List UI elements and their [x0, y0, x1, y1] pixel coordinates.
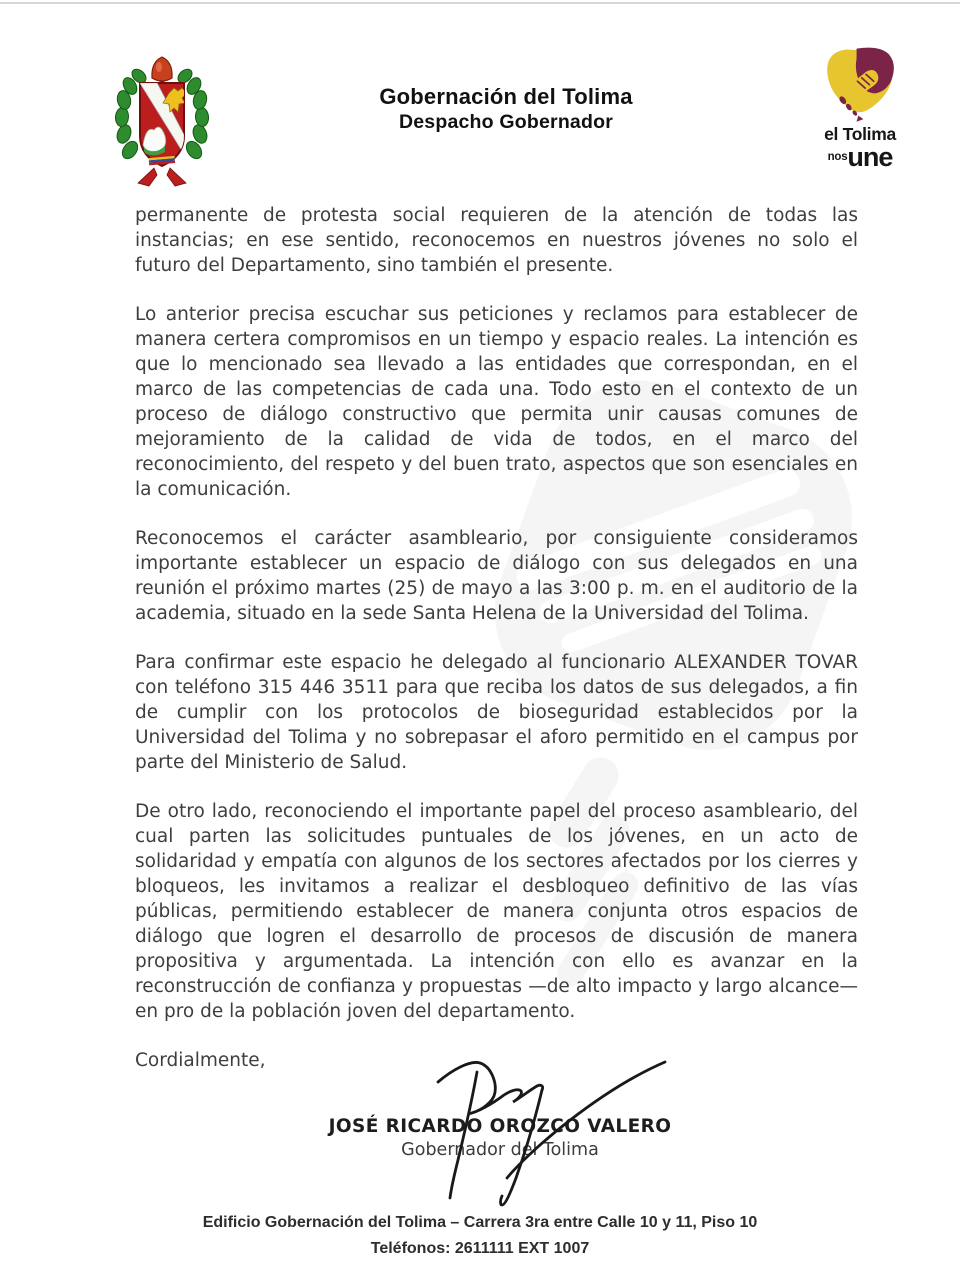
tolima-nos-une-logo: [793, 42, 927, 171]
body-paragraph: Lo anterior precisa escuchar sus peticiones y reclamos para establecer de manera certera compromisos en un tiempo y espacio reales. La intención es que lo mencionado sea llevado a las entidades que correspondan, en el marco de las competencias de cada una. Todo esto en el contexto de un proceso de diálogo constructivo que permita unir causas comunes de mejoramiento de la calidad de vida de todos, en el marco del reconocimiento, del respeto y del buen trato, aspectos que son esenciales en la comunicación.: [135, 304, 858, 500]
body-paragraph: permanente de protesta social requieren de la atención de todas las instancias; en ese sentido, reconocemos en nuestros jóvenes no solo el futuro del Departamento, sino también el presente.: [135, 205, 858, 276]
footer-phones: Teléfonos: 2611111 EXT 1007: [370, 1240, 590, 1257]
brand-nos: nos: [827, 150, 848, 163]
brand-une: une: [847, 141, 893, 172]
brand-wordmark: [793, 126, 927, 171]
body-paragraph: Reconocemos el carácter asambleario, por consiguiente consideramos importante establecer un espacio de diálogo con sus delegados en una reunión el próximo martes (25) de mayo a las 3:00 p. m. en el auditorio de la academia, situado en la sede Santa Helena de la Universidad del Tolima.: [135, 528, 858, 624]
handshake-shield-icon: [817, 42, 903, 124]
closing-salutation: Cordialmente,: [135, 1050, 266, 1071]
body-paragraph: De otro lado, reconociendo el importante papel del proceso asambleario, del cual parten las solicitudes puntuales de los jóvenes, en un acto de solidaridad y empatía con algunos de los sectores afectados por los cierres y bloqueos, les invitamos a realizar el desbloqueo definitivo de las vías públicas, permitiendo establecer de manera conjunta otros espacios de diálogo que logren el desarrollo de procesos de discusión de manera propositiva y argumentada. La intención con ello es avanzar en la reconstrucción de confianza y propuestas —de alto impacto y largo alcance— en pro de la población joven del departamento.: [135, 801, 858, 1022]
org-name: Gobernación del Tolima: [379, 84, 633, 109]
signatory-title: Gobernador del Tolima: [401, 1140, 599, 1160]
footer-address: Edificio Gobernación del Tolima – Carrera 3ra entre Calle 10 y 11, Piso 10: [202, 1214, 758, 1231]
page-top-edge: [0, 2, 960, 4]
office-name: Despacho Gobernador: [398, 111, 613, 133]
body-paragraph: Para confirmar este espacio he delegado al funcionario ALEXANDER TOVAR con teléfono 315 446 3511 para que reciba los datos de sus delegados, a fin de cumplir con los protocolos de bioseguridad establecidos por la Universidad del Tolima y no sobrepasar el aforo permitido en el campus por parte del Ministerio de Salud.: [135, 652, 858, 773]
letter-body: [135, 203, 858, 1097]
handwritten-signature: [420, 1050, 680, 1245]
signatory-name: JOSÉ RICARDO OROZCO VALERO: [328, 1116, 672, 1137]
brand-line1: el Tolima: [824, 124, 896, 144]
